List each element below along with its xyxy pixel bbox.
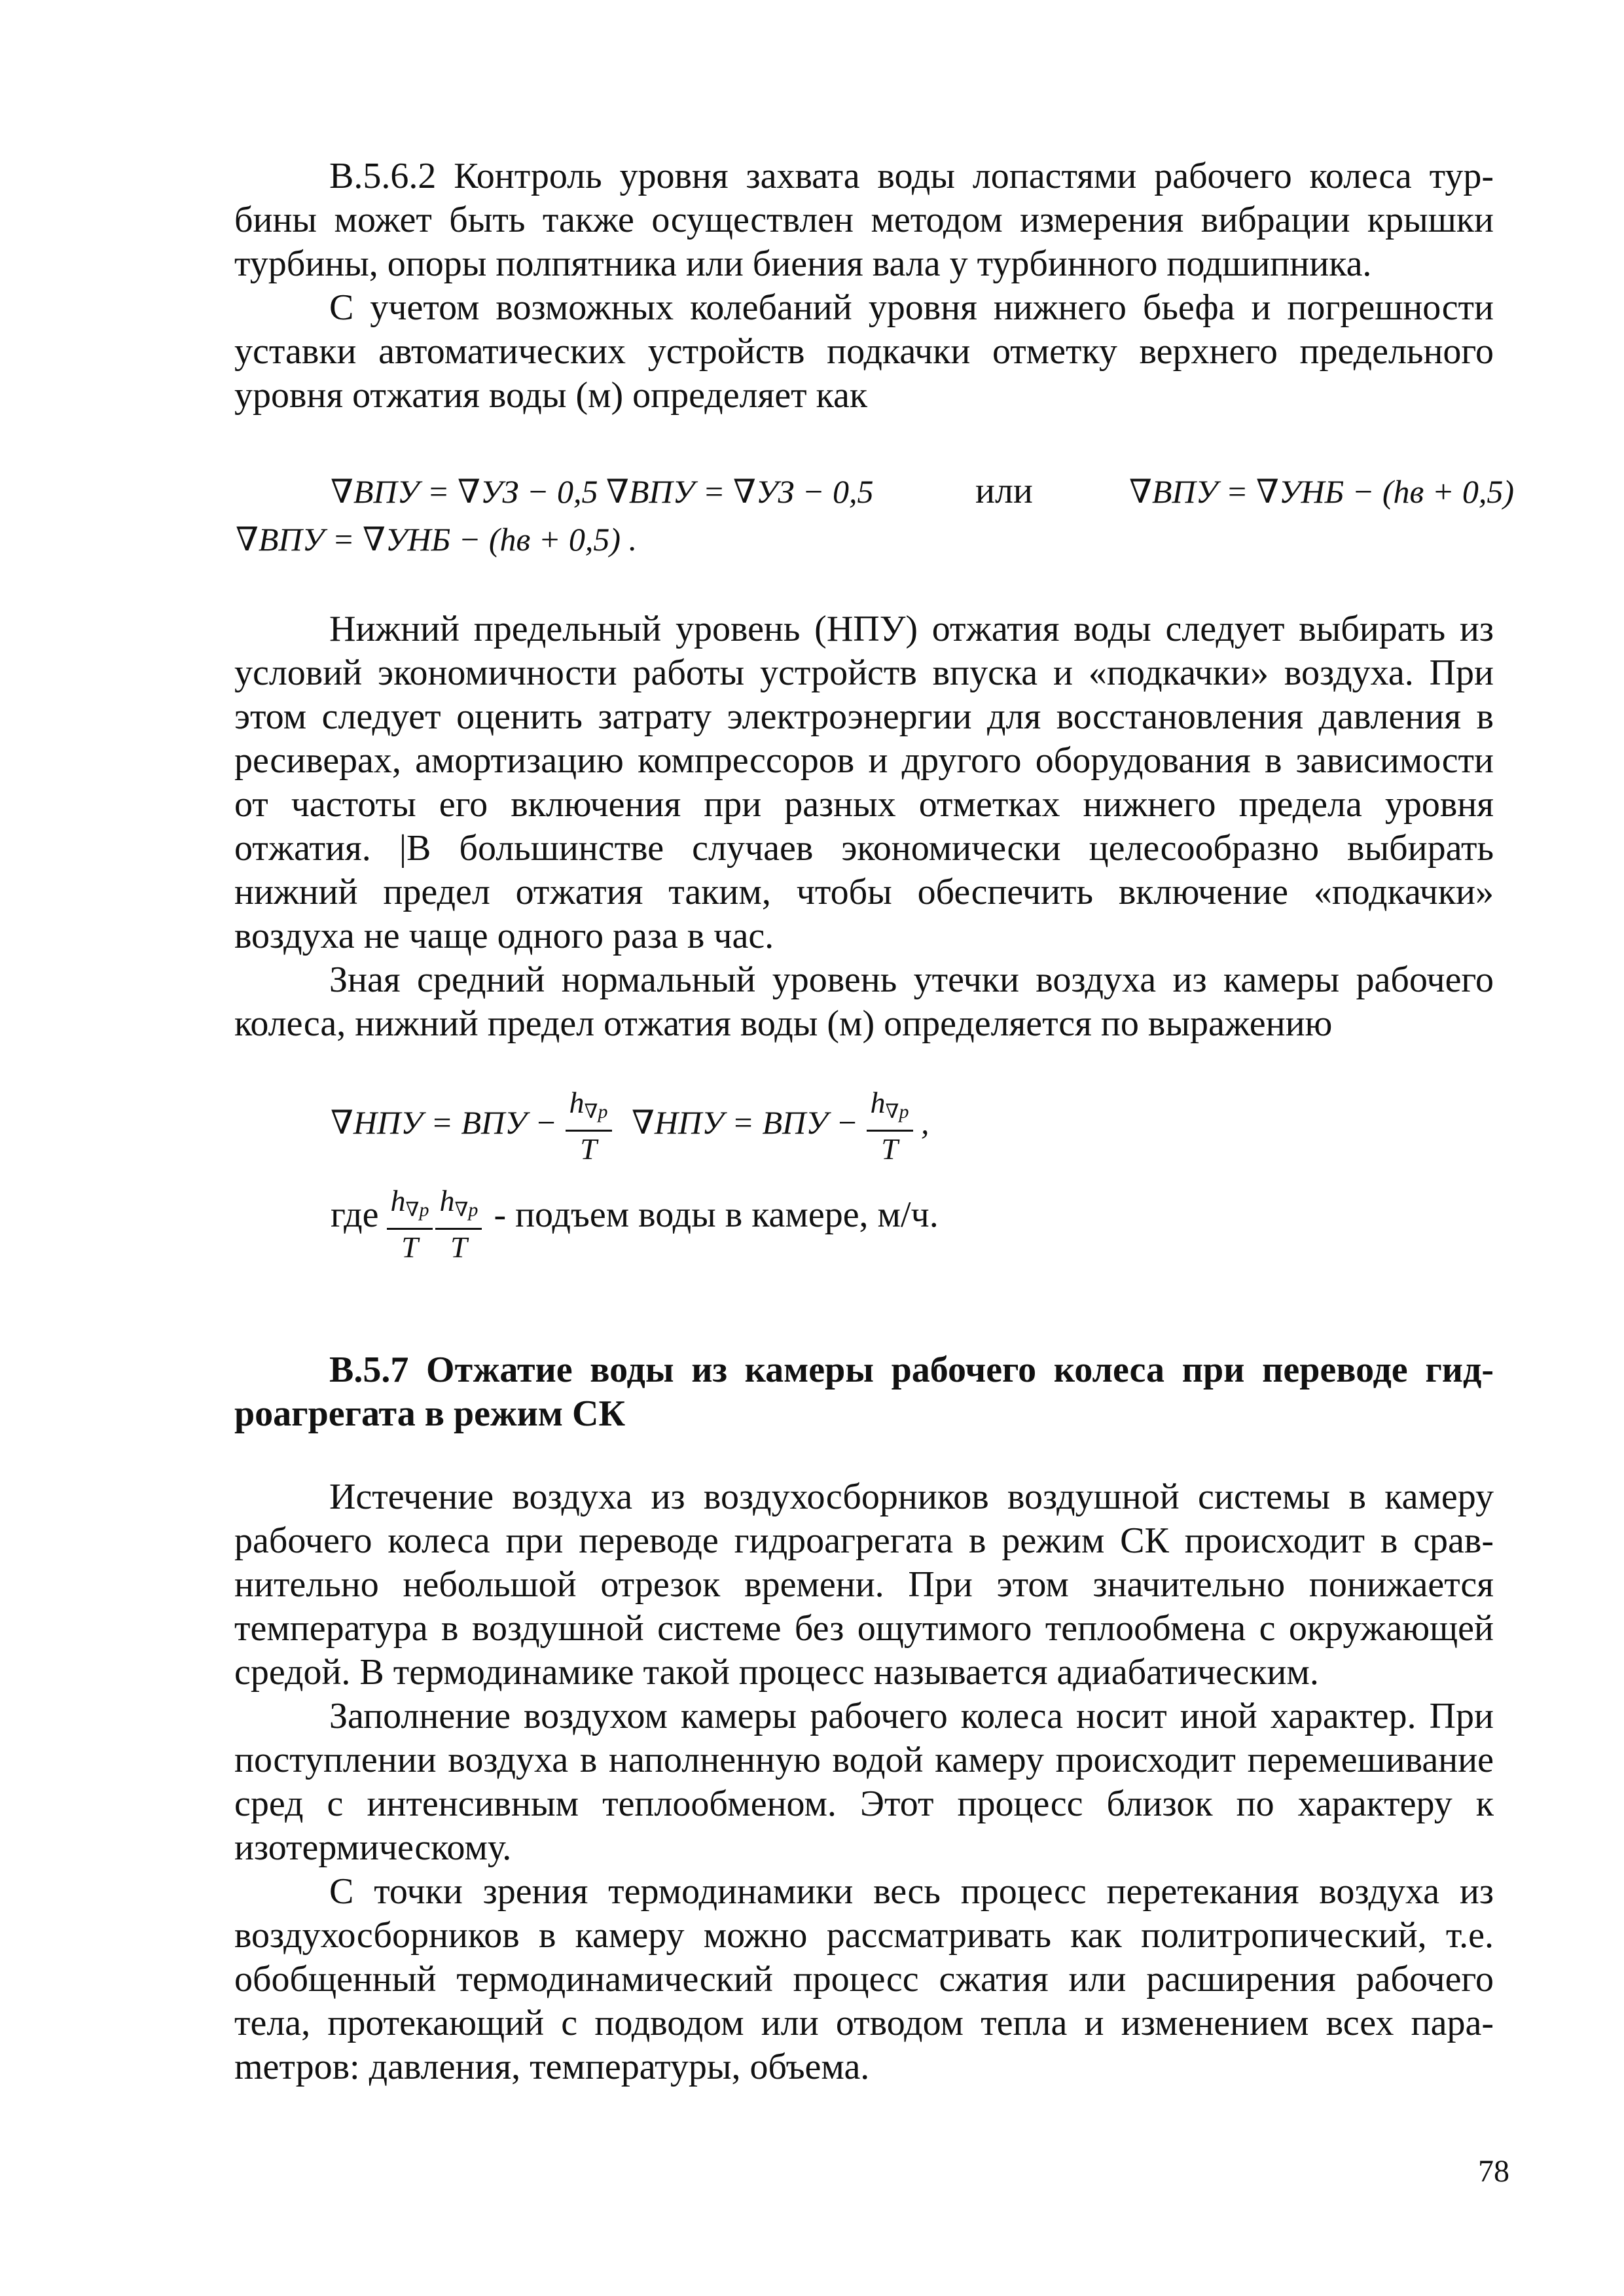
where-fraction-1 <box>387 1183 433 1265</box>
paragraph-leak-rate: Зная средний нормальный уровень утечки воздуха из камеры рабочего колеса, нижний предел отжатия воды (м) определяется по выражению <box>234 960 1494 1044</box>
fraction-denominator: T <box>435 1228 482 1265</box>
section-heading-b57: В.5.7 Отжатие воды из камеры рабочего колеса при переводе гидроагрегата в режим СК <box>234 1350 1494 1434</box>
where-word: где <box>331 1194 379 1236</box>
paragraph-isothermal: Заполнение воздухом камеры рабочего колеса носит иной характер. При поступлении воздуха в наполненную водой камеру происходит перемешивание сред с интенсивным теплообменом. Этот процесс близок по характеру к изотермическому. <box>234 1696 1494 1868</box>
section-heading-block <box>234 1348 1494 1436</box>
formula2-fraction-2 <box>867 1085 913 1167</box>
where-text: - подъем воды в камере, м/ч. <box>494 1194 939 1236</box>
top-text-block <box>234 154 1494 418</box>
formula2-lhs1: ∇НПУ = ВПУ − <box>331 1103 558 1141</box>
paragraph-b562: В.5.6.2 Контроль уровня захвата воды лопастями рабочего колеса турбины может быть также осуществлен методом измерения вибрации крышки турбины, опоры полпятника или биения вала у турбинного подшипника. <box>234 156 1494 284</box>
middle-text-block <box>234 607 1494 1046</box>
formula1-part-a: ∇ВПУ = ∇УЗ − 0,5 ∇ВПУ = ∇УЗ − 0,5 <box>331 473 874 510</box>
formula1-part-b: ∇ВПУ = ∇УНБ − (hв + 0,5) <box>1129 473 1515 510</box>
fraction-numerator: $h_{\nabla p}$ <box>439 1184 478 1221</box>
formula2-line <box>331 1085 929 1167</box>
fraction-denominator: T <box>566 1130 612 1167</box>
where-fraction-2 <box>435 1183 482 1265</box>
paragraph-upper-level: С учетом возможных колебаний уровня нижнего бьефа и погрешности уставки автоматических устройств подкачки отметку верхнего предельного уровня отжатия воды (м) определяет как <box>234 287 1494 416</box>
formula2-where-line <box>331 1183 939 1265</box>
fraction-numerator: $h_{\nabla p}$ <box>870 1086 909 1122</box>
paragraph-lower-level: Нижний предельный уровень (НПУ) отжатия воды следует выбирать из условий экономичности работы устройств впуска и «подкачки» воздуха. При этом следует оценить затрату электроэнергии для восстановления давления в ресиверах, амортизацию компрессоров и другого оборудования в зависимости от частоты его включения при разных отметках нижнего предела уровня отжатия. |В большинстве случаев экономически целесообразно выбирать нижний предел отжатия таким, чтобы обеспечить включение «подкачки» воздуха не чаще одного раза в час. <box>234 609 1494 956</box>
page-number: 78 <box>1478 2154 1509 2189</box>
formula2-lhs2: ∇НПУ = ВПУ − <box>632 1103 859 1141</box>
bottom-text-block <box>234 1475 1494 2089</box>
fraction-denominator: T <box>867 1130 913 1167</box>
formula2-fraction-1 <box>566 1085 612 1167</box>
paragraph-polytropic: С точки зрения термодинамики весь процесс перетекания воздуха из воздухосборников в камеру можно рассматривать как политропический, т.е. обобщенный термодинамический процесс сжатия или расширения рабочего тела, протекающий с подводом или отводом тепла и изменением всех параmетров: давления, температуры, объема. <box>234 1871 1494 2087</box>
fraction-numerator: $h_{\nabla p}$ <box>569 1086 608 1122</box>
formula1-or-word: или <box>975 471 1033 511</box>
paragraph-adiabatic: Истечение воздуха из воздухосборников воздушной системы в камеру рабочего колеса при переводе гидроагрегата в режим СК происходит в сравнительно небольшой отрезок времени. При этом значительно понижается температура в воздушной системе без ощутимого теплообмена с окружающей средой. В термодинамике такой процесс называется адиабатическим. <box>234 1477 1494 1693</box>
formula1-part-c: ∇ВПУ = ∇УНБ − (hв + 0,5) . <box>236 521 638 558</box>
fraction-numerator: $h_{\nabla p}$ <box>390 1184 429 1221</box>
fraction-denominator: T <box>387 1228 433 1265</box>
formula2-comma: , <box>921 1103 929 1141</box>
